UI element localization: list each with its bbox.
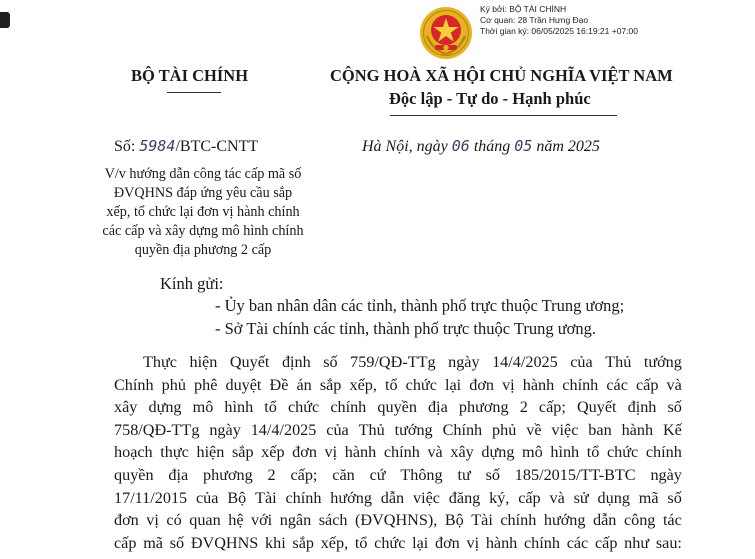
- body-word: hệ: [228, 511, 244, 530]
- body-word: 759/QĐ-TTg: [350, 353, 436, 371]
- body-word: và: [549, 488, 565, 507]
- body-word: cấp: [518, 488, 541, 507]
- body-word: mã: [638, 488, 659, 507]
- body-word: Quyết: [576, 398, 617, 417]
- body-line: [114, 374, 682, 397]
- body-word: Chính: [114, 375, 154, 394]
- body-word: công: [623, 511, 656, 530]
- date-month: 05: [514, 137, 533, 155]
- body-word: hướng: [330, 488, 372, 507]
- body-word: phương: [203, 465, 253, 484]
- digital-signature-info: [480, 4, 638, 38]
- document-date: [362, 137, 600, 156]
- salutation: Kính gửi:: [160, 274, 224, 293]
- body-word: của: [570, 353, 593, 371]
- body-word: cấp;: [538, 398, 566, 417]
- body-word: ngày: [650, 465, 682, 484]
- body-line: [114, 396, 682, 419]
- body-word: 14/4/2025: [492, 353, 558, 371]
- date-place: Hà Nội, ngày: [362, 138, 452, 155]
- body-word: các: [566, 533, 589, 552]
- signature-signer: Ký bởi: BỘ TÀI CHÍNH: [480, 4, 567, 14]
- body-word: và: [666, 375, 682, 394]
- document-body: [114, 351, 682, 554]
- issuing-agency: BỘ TÀI CHÍNH: [131, 66, 249, 85]
- body-word: duyệt: [225, 375, 262, 394]
- date-year-label: năm 2025: [532, 138, 600, 155]
- body-word: chức: [405, 375, 437, 394]
- body-word: Thủ: [358, 420, 385, 439]
- subject-line: ĐVQHNS đáp ứng yêu cầu sắp: [113, 185, 293, 201]
- body-word: xây: [114, 398, 138, 417]
- body-word: quyền: [114, 465, 154, 484]
- body-word: cứ: [369, 465, 386, 484]
- body-word: phương: [458, 398, 509, 417]
- body-word: chính: [500, 511, 537, 530]
- document-number-handwritten: 5984: [139, 137, 176, 155]
- body-word: tướng: [394, 420, 433, 439]
- body-word: của: [326, 420, 349, 439]
- body-word: tác: [662, 511, 682, 530]
- body-line: [114, 351, 682, 374]
- body-word: số: [667, 488, 682, 507]
- body-word: sách: [318, 511, 348, 530]
- body-word: 2: [519, 398, 528, 417]
- body-word: với: [251, 511, 273, 530]
- body-word: Quyết: [229, 353, 270, 371]
- body-word: số: [667, 398, 682, 417]
- document-number: [114, 137, 258, 156]
- body-word: dẫn: [380, 488, 405, 507]
- body-word: ngân: [279, 511, 312, 530]
- body-word: (ĐVQHNS),: [355, 511, 438, 530]
- body-word: xây: [450, 443, 474, 462]
- body-word: số: [323, 353, 338, 371]
- body-word: chính: [285, 488, 322, 507]
- body-word: tổ: [384, 375, 398, 394]
- body-word: ngày: [448, 353, 480, 371]
- signature-agency: Cơ quan: 28 Trần Hưng Đạo: [480, 15, 589, 26]
- document-subject: [78, 165, 328, 260]
- body-word: thực: [160, 443, 189, 462]
- date-month-label: tháng: [469, 138, 515, 155]
- subject-line: quyền địa phương 2 cấp: [134, 242, 272, 258]
- agency-underline: [167, 92, 221, 93]
- body-word: vị: [466, 533, 480, 552]
- body-word: mô: [522, 443, 543, 462]
- national-motto: Độc lập - Tự do - Hạnh phúc: [389, 89, 591, 108]
- body-word: dựng: [148, 398, 182, 417]
- body-word: sau:: [655, 533, 682, 552]
- body-word: quyền: [377, 398, 417, 417]
- body-line: [114, 464, 682, 487]
- body-word: 758/QĐ-TTg: [114, 420, 200, 439]
- body-word: sử: [573, 488, 589, 507]
- body-word: sắp: [231, 443, 254, 462]
- date-day: 06: [451, 137, 470, 155]
- body-word: ban: [588, 420, 612, 439]
- body-word: ngày: [209, 420, 241, 439]
- body-word: 14/4/2025: [250, 420, 317, 439]
- motto-underline: [390, 115, 617, 116]
- document-number-suffix: /BTC-CNTT: [175, 138, 259, 155]
- body-word: hiện: [189, 353, 218, 371]
- body-word: vị: [146, 511, 159, 530]
- body-word: chính: [524, 533, 560, 552]
- body-word: phê: [194, 375, 218, 394]
- body-word: số: [169, 533, 185, 552]
- body-word: cấp: [594, 533, 618, 552]
- document-number-prefix: Số:: [114, 138, 140, 155]
- body-word: ĐVQHNS: [190, 533, 259, 552]
- body-word: định: [281, 353, 311, 371]
- body-word: sắp: [319, 375, 342, 394]
- body-word: hình: [224, 398, 254, 417]
- body-word: hành: [522, 375, 555, 394]
- body-word: cấp;: [290, 465, 318, 484]
- body-word: địa: [168, 465, 189, 484]
- national-title: CỘNG HOÀ XÃ HỘI CHỦ NGHĨA VIỆT NAM: [330, 66, 673, 85]
- body-word: việc: [412, 488, 440, 507]
- body-word: phủ: [161, 375, 186, 394]
- national-emblem-icon: [419, 6, 473, 60]
- body-word: của: [196, 488, 219, 507]
- body-word: có: [166, 511, 182, 530]
- body-word: chính: [562, 375, 599, 394]
- body-word: số: [485, 465, 500, 484]
- body-word: chức: [606, 443, 639, 462]
- recipient-item: - Ủy ban nhân dân các tỉnh, thành phố trực thuộc Trung ương;: [215, 296, 625, 315]
- body-line: [114, 532, 682, 555]
- body-word: cấp: [114, 533, 137, 552]
- body-word: tổ: [264, 398, 277, 417]
- body-word: và: [427, 443, 443, 462]
- body-word: xếp,: [320, 533, 349, 552]
- body-word: định: [627, 398, 657, 417]
- body-word: Bộ: [444, 511, 464, 530]
- body-word: về: [526, 420, 542, 439]
- body-line: [114, 509, 682, 532]
- body-word: tướng: [643, 353, 682, 371]
- body-word: tổ: [354, 533, 368, 552]
- body-word: lại: [412, 533, 429, 552]
- body-word: tổ: [586, 443, 600, 462]
- body-word: hành: [485, 533, 518, 552]
- body-word: Thực: [143, 353, 177, 371]
- body-word: hướng: [543, 511, 586, 530]
- body-word: đơn: [435, 533, 460, 552]
- body-word: Thủ: [605, 353, 632, 371]
- body-word: mã: [143, 533, 163, 552]
- body-word: chính: [383, 443, 420, 462]
- body-word: mô: [192, 398, 214, 417]
- body-word: căn: [332, 465, 355, 484]
- body-word: Kế: [662, 420, 682, 439]
- body-word: 17/11/2015: [114, 488, 188, 507]
- body-word: quan: [189, 511, 221, 530]
- body-word: hình: [550, 443, 580, 462]
- body-word: việc: [551, 420, 579, 439]
- body-word: đơn: [114, 511, 139, 530]
- body-word: Tài: [255, 488, 277, 507]
- body-word: hiện: [196, 443, 225, 462]
- body-word: khi: [265, 533, 286, 552]
- body-word: Bộ: [227, 488, 247, 507]
- body-word: dẫn: [593, 511, 617, 530]
- body-word: Chính: [442, 420, 483, 439]
- body-word: lại: [444, 375, 462, 394]
- body-word: Đề: [269, 375, 289, 394]
- body-word: chính: [645, 443, 682, 462]
- body-line: [114, 419, 682, 442]
- body-word: đăng: [448, 488, 481, 507]
- body-word: chính: [330, 398, 367, 417]
- body-word: dựng: [481, 443, 515, 462]
- body-word: phủ: [492, 420, 517, 439]
- body-word: vị: [324, 443, 338, 462]
- body-word: đơn: [469, 375, 494, 394]
- body-word: 2: [267, 465, 276, 484]
- body-word: chức: [287, 398, 320, 417]
- signature-time: Thời gian ký: 06/05/2025 16:19:21 +07:00: [480, 26, 638, 37]
- body-word: Tài: [471, 511, 493, 530]
- body-word: 185/2015/TT-BTC: [514, 465, 636, 484]
- body-word: các: [606, 375, 628, 394]
- scan-mark: [0, 12, 10, 28]
- body-word: Thông: [400, 465, 443, 484]
- body-line: [114, 441, 682, 464]
- body-line: [114, 487, 682, 510]
- body-word: ký,: [489, 488, 510, 507]
- body-word: án: [296, 375, 312, 394]
- body-word: vị: [502, 375, 515, 394]
- body-word: tư: [457, 465, 471, 484]
- body-word: sắp: [292, 533, 314, 552]
- body-word: hành: [344, 443, 377, 462]
- body-word: xếp: [261, 443, 285, 462]
- body-word: chức: [374, 533, 406, 552]
- recipient-item: - Sở Tài chính các tỉnh, thành phố trực thuộc Trung ương.: [215, 319, 597, 338]
- body-word: như: [624, 533, 650, 552]
- subject-line: V/v hướng dẫn công tác cấp mã số: [104, 166, 302, 182]
- body-word: đơn: [292, 443, 317, 462]
- body-word: xếp,: [349, 375, 377, 394]
- subject-line: các cấp và xây dựng mô hình chính: [102, 223, 304, 239]
- body-word: địa: [428, 398, 448, 417]
- subject-line: xếp, tổ chức lại đơn vị hành chính: [106, 204, 300, 220]
- body-word: cấp: [635, 375, 659, 394]
- body-word: hành: [621, 420, 654, 439]
- body-word: hoạch: [114, 443, 153, 462]
- body-word: dụng: [597, 488, 630, 507]
